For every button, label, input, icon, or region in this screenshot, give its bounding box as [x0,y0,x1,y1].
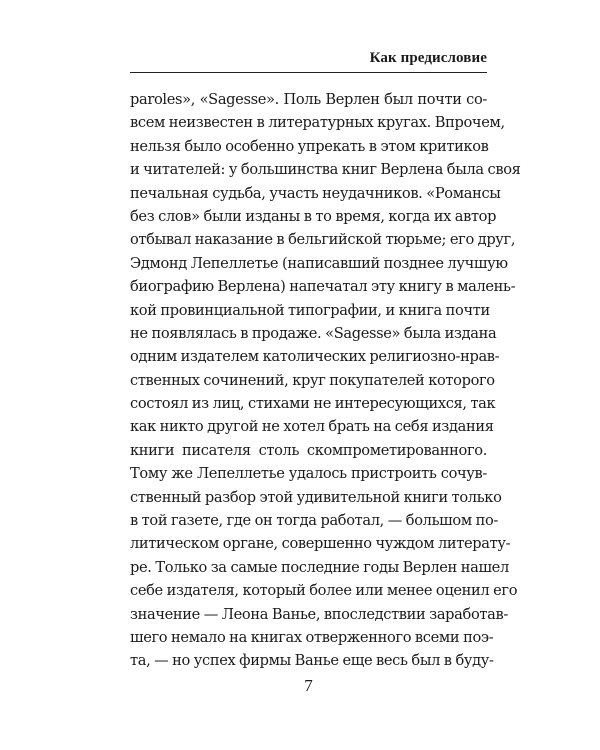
running-header: Как предисловие [369,50,487,66]
text-line: Эдмонд Лепеллетье (написавший позднее лучшую [130,254,508,272]
text-line: ре. Только за самые последние годы Верлен нашел [130,558,509,576]
text-line: всем неизвестен в литературных кругах. Впрочем, [130,114,505,132]
text-line: в той газете, где он тогда работал, — большом по- [130,512,498,530]
text-line: значение — Леона Ванье, впоследствии заработав- [130,605,508,623]
text-line: печальная судьба, участь неудачников. «Романсы [130,184,501,202]
text-line: себе издателя, который более или менее оценил его [130,582,518,600]
text-line: и читателей: у большинства книг Верлена была своя [130,161,521,179]
text-line: состоял из лиц, стихами не интересующихся, так [130,395,496,413]
text-line: кой провинциальной типографии, и книга почти [130,301,490,319]
text-line: книги писателя столь скомпрометированного. [130,441,487,459]
text-line: одним издателем католических религиозно-нрав- [130,348,500,366]
text-line: ственных сочинений, круг покупателей которого [130,371,495,389]
header-rule [130,72,487,73]
page-number: 7 [304,676,313,695]
text-line: литическом органе, совершенно чуждом литерату- [130,535,511,553]
text-line: Тому же Лепеллетье удалось пристроить сочув- [130,465,487,483]
text-line: не появлялась в продаже. «Sagesse» была издана [130,324,497,342]
text-line: шего немало на книгах отверженного всеми поэ- [130,628,494,646]
text-line: биографию Верлена) напечатал эту книгу в малень- [130,278,516,296]
text-line: paroles», «Sagesse». Поль Верлен был почти со- [130,91,487,108]
text-line: отбывал наказание в бельгийской тюрьме; его друг, [130,231,516,249]
body-text [130,88,521,673]
text-line: нельзя было особенно упрекать в этом критиков [130,137,489,155]
text-line: как никто другой не хотел брать на себя издания [130,418,494,436]
text-line: та, — но успех фирмы Ванье еще весь был в буду- [130,652,494,670]
text-line: ственный разбор этой удивительной книги только [130,488,502,506]
text-line: без слов» были изданы в то время, когда их автор [130,207,497,225]
